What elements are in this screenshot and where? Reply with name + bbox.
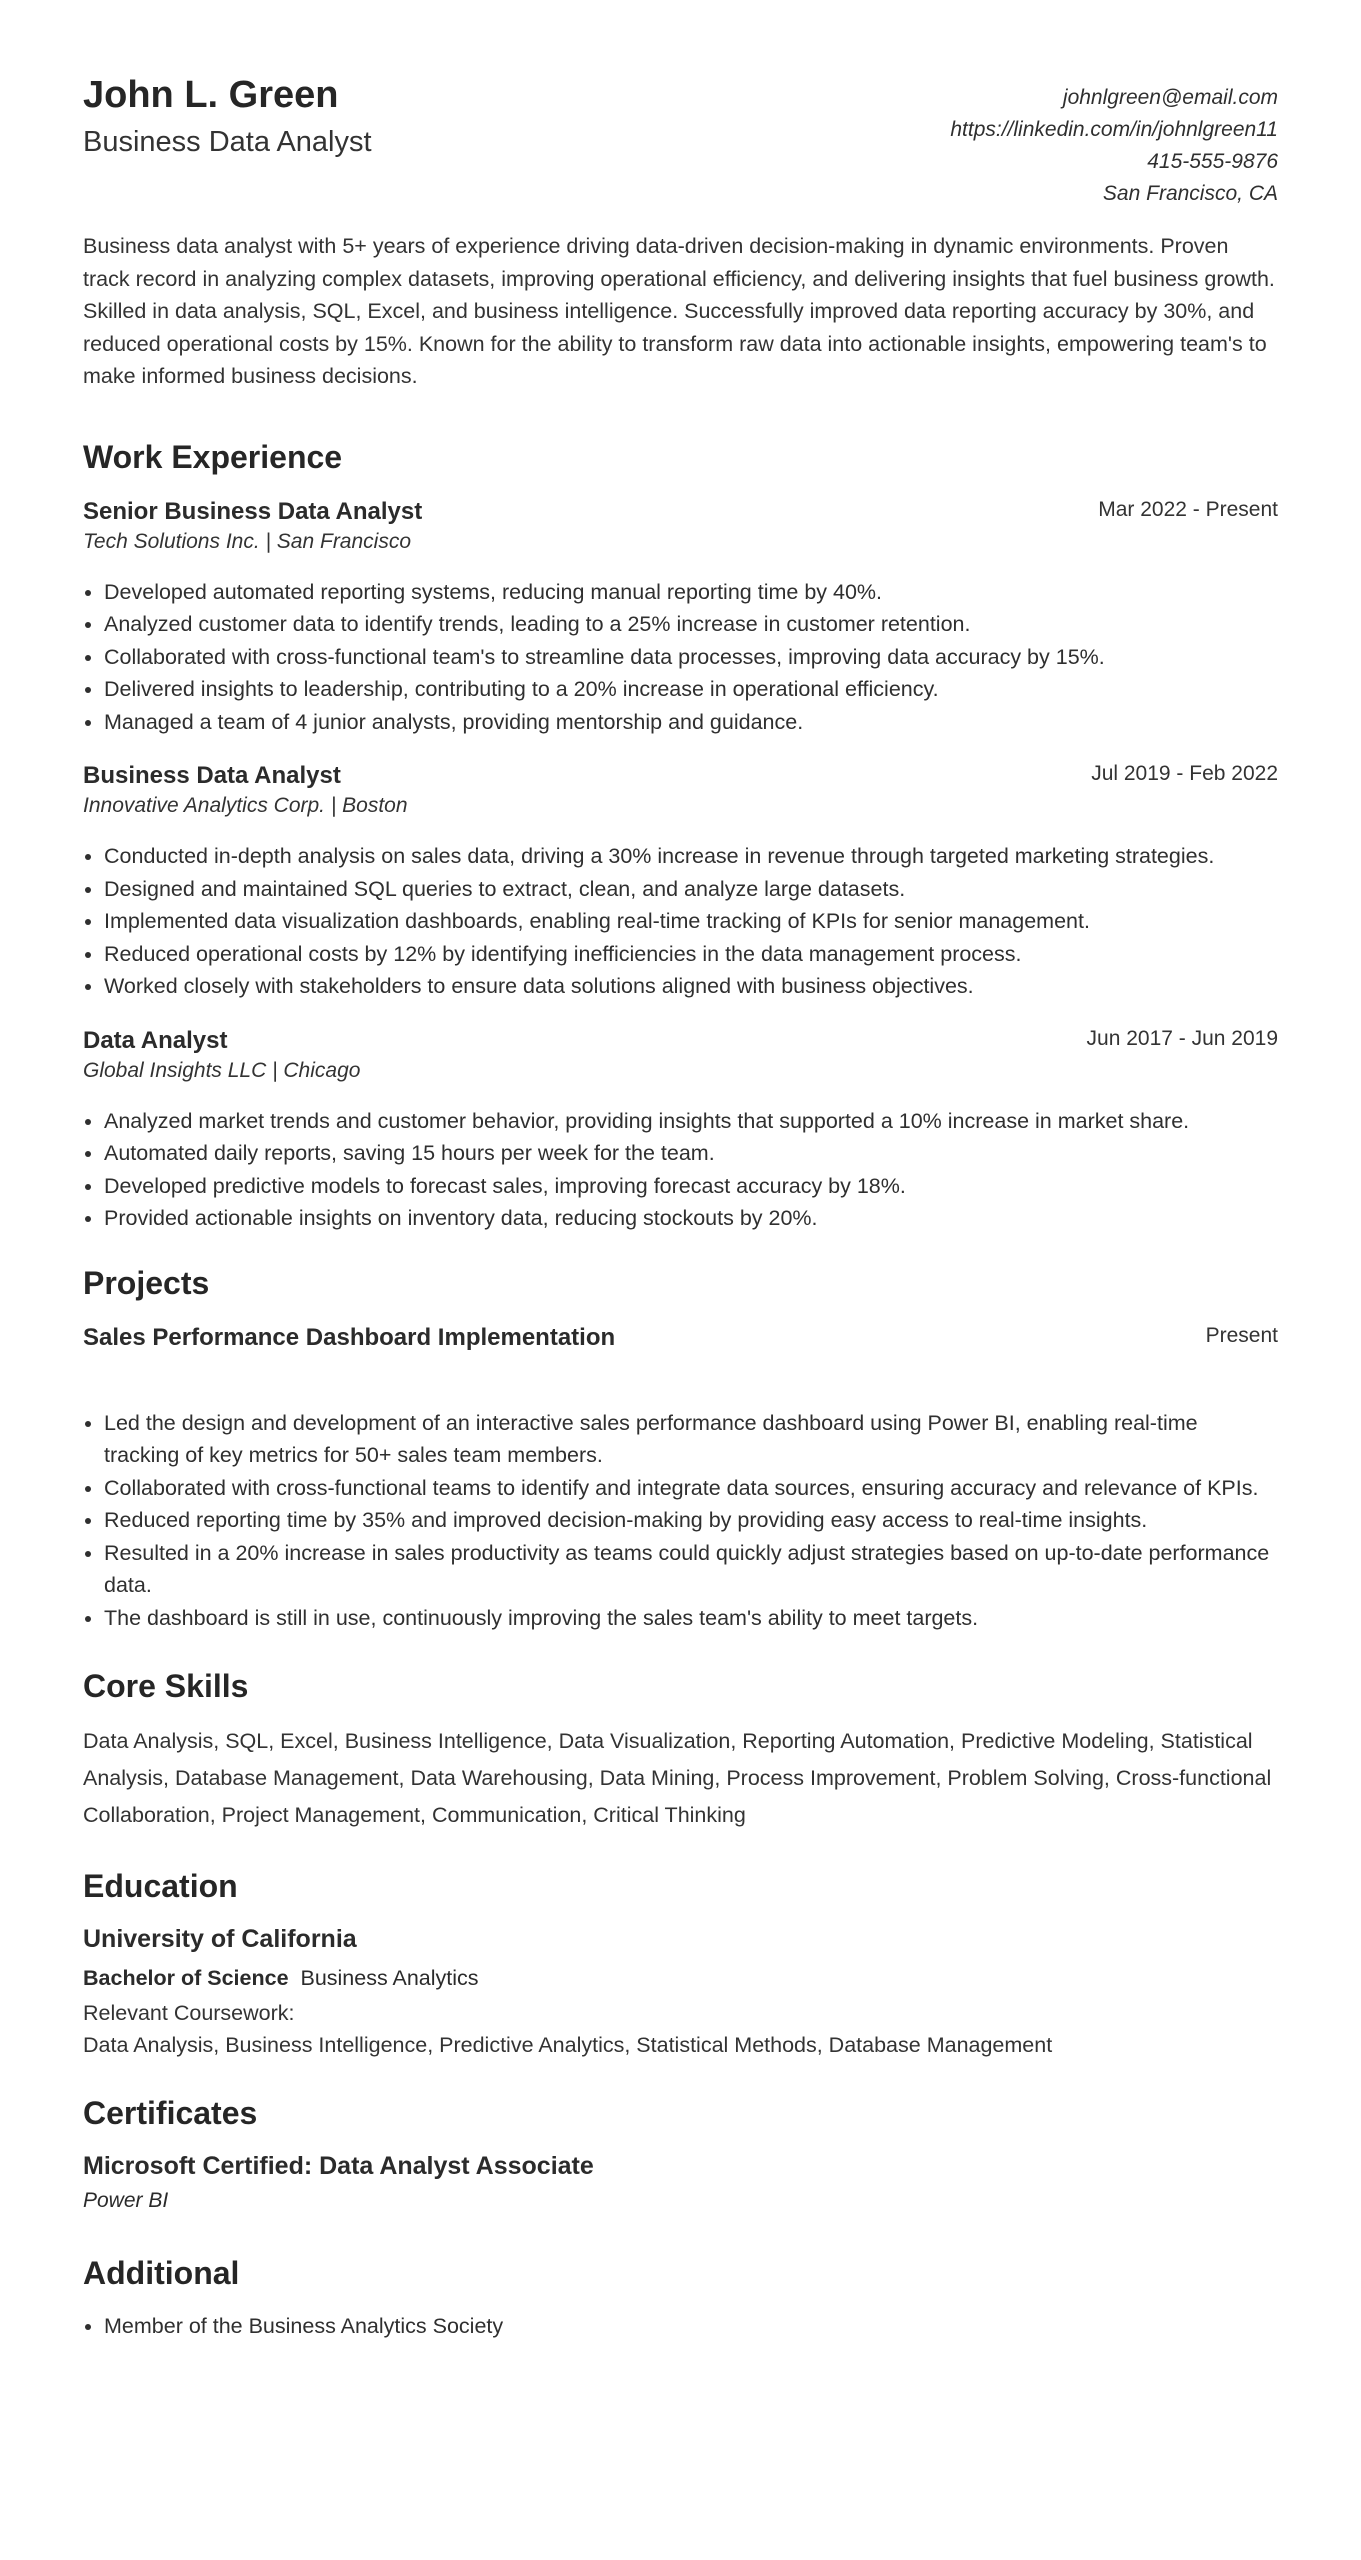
- job-entry: [83, 1027, 1278, 1235]
- job-bullets: [83, 1105, 1278, 1235]
- job-bullet: • Conducted in-depth analysis on sales data, driving a 30% increase in revenue through targeted marketing strategies.: [104, 840, 1278, 873]
- job-bullets: [83, 840, 1278, 1003]
- job-org: Innovative Analytics Corp. | Boston: [83, 794, 408, 818]
- certificates-section: [83, 2095, 1278, 2213]
- contact-linkedin[interactable]: https://linkedin.com/in/johnlgreen11: [950, 118, 1278, 141]
- project-entry: [83, 1324, 1278, 1635]
- job-bullet: • Managed a team of 4 junior analysts, providing mentorship and guidance.: [104, 706, 1278, 739]
- education-institution: University of California: [83, 1925, 357, 1954]
- coursework-label: Relevant Coursework:: [83, 2001, 295, 2026]
- project-bullet: • The dashboard is still in use, continuously improving the sales team's ability to meet targets.: [104, 1602, 1278, 1635]
- resume-header: [83, 0, 1278, 230]
- job-bullet: • Delivered insights to leadership, contributing to a 20% increase in operational efficiency.: [104, 673, 1278, 706]
- projects-section: [83, 1265, 1278, 1635]
- job-bullet: • Analyzed market trends and customer behavior, providing insights that supported a 10% increase in market share.: [104, 1105, 1278, 1138]
- job-date: Mar 2022 - Present: [1098, 497, 1278, 521]
- project-date: Present: [1205, 1323, 1278, 1347]
- contact-phone: 415-555-9876: [1147, 150, 1278, 173]
- job-bullet: • Worked closely with stakeholders to ensure data solutions aligned with business objectives.: [104, 970, 1278, 1003]
- job-date: Jun 2017 - Jun 2019: [1086, 1026, 1278, 1050]
- job-bullet: • Provided actionable insights on inventory data, reducing stockouts by 20%.: [104, 1202, 1278, 1235]
- education-field: Business Analytics: [300, 1966, 479, 1991]
- contact-block: [950, 82, 1278, 210]
- skills-section: [83, 1668, 1278, 1834]
- job-entry: [83, 498, 1278, 739]
- job-org: Global Insights LLC | Chicago: [83, 1058, 361, 1082]
- job-title: Data Analyst: [83, 1026, 228, 1054]
- coursework-list: Data Analysis, Business Intelligence, Predictive Analytics, Statistical Methods, Database Management: [83, 2033, 1053, 2058]
- skills-list: Data Analysis, SQL, Excel, Business Intelligence, Data Visualization, Reporting Automation, Predictive Modeling, Statistical Analysis, Database Management, Data Warehousing, Data Mining, Process Improvement, Problem Solving, Cross-functional Collaboration, Project Management, Communication, Critical Thinking: [83, 1729, 1272, 1828]
- job-org: Tech Solutions Inc. | San Francisco: [83, 529, 412, 553]
- education-degree-line: [83, 1966, 1278, 1991]
- section-heading-additional: Additional: [83, 2255, 240, 2292]
- additional-section: [83, 2255, 1278, 2343]
- section-heading-education: Education: [83, 1868, 238, 1905]
- education-section: [83, 1868, 1278, 2061]
- job-bullet: • Collaborated with cross-functional team's to streamline data processes, improving data accuracy by 15%.: [104, 641, 1278, 674]
- contact-location: San Francisco, CA: [1102, 182, 1278, 205]
- candidate-role: Business Data Analyst: [83, 126, 372, 158]
- education-degree: Bachelor of Science: [83, 1966, 289, 1991]
- candidate-name: John L. Green: [83, 74, 339, 116]
- job-bullet: • Developed automated reporting systems, reducing manual reporting time by 40%.: [104, 576, 1278, 609]
- job-bullets: [83, 576, 1278, 739]
- additional-list: [83, 2310, 1278, 2343]
- job-title: Business Data Analyst: [83, 762, 341, 790]
- project-bullet: • Collaborated with cross-functional teams to identify and integrate data sources, ensuring accuracy and relevance of KPIs.: [104, 1472, 1278, 1505]
- certificate-issuer: Power BI: [83, 2189, 169, 2213]
- job-title: Senior Business Data Analyst: [83, 497, 423, 525]
- job-date: Jul 2019 - Feb 2022: [1091, 762, 1278, 786]
- section-heading-certificates: Certificates: [83, 2095, 258, 2132]
- section-heading-work: Work Experience: [83, 438, 343, 475]
- work-experience-section: [83, 439, 1278, 1235]
- project-bullet: • Resulted in a 20% increase in sales productivity as teams could quickly adjust strategies based on up-to-date performance data.: [104, 1537, 1278, 1602]
- job-bullet: • Designed and maintained SQL queries to extract, clean, and analyze large datasets.: [104, 873, 1278, 906]
- project-title: Sales Performance Dashboard Implementation: [83, 1323, 616, 1351]
- job-bullet: • Automated daily reports, saving 15 hours per week for the team.: [104, 1137, 1278, 1170]
- job-bullet: • Reduced operational costs by 12% by identifying inefficiencies in the data management process.: [104, 938, 1278, 971]
- certificate-name: Microsoft Certified: Data Analyst Associate: [83, 2152, 594, 2181]
- job-bullet: • Implemented data visualization dashboards, enabling real-time tracking of KPIs for senior management.: [104, 905, 1278, 938]
- job-bullet: • Developed predictive models to forecast sales, improving forecast accuracy by 18%.: [104, 1170, 1278, 1203]
- section-heading-projects: Projects: [83, 1264, 210, 1301]
- job-bullet: • Analyzed customer data to identify trends, leading to a 25% increase in customer retention.: [104, 608, 1278, 641]
- project-bullets: [83, 1407, 1278, 1635]
- additional-item: • Member of the Business Analytics Society: [104, 2310, 1278, 2343]
- project-bullet: • Led the design and development of an interactive sales performance dashboard using Power BI, enabling real-time tracking of key metrics for 50+ sales team members.: [104, 1407, 1278, 1472]
- summary-paragraph: Business data analyst with 5+ years of experience driving data-driven decision-making in dynamic environments. Proven track record in analyzing complex datasets, improving operational efficiency, and delivering insights that fuel business growth. Skilled in data analysis, SQL, Excel, and business intelligence. Successfully improved data reporting accuracy by 30%, and reduced operational costs by 15%. Known for the ability to transform raw data into actionable insights, empowering team's to make informed business decisions.: [83, 234, 1275, 389]
- section-heading-skills: Core Skills: [83, 1668, 249, 1705]
- job-entry: [83, 762, 1278, 1003]
- contact-email[interactable]: johnlgreen@email.com: [1062, 86, 1278, 109]
- project-bullet: • Reduced reporting time by 35% and improved decision-making by providing easy access to real-time insights.: [104, 1504, 1278, 1537]
